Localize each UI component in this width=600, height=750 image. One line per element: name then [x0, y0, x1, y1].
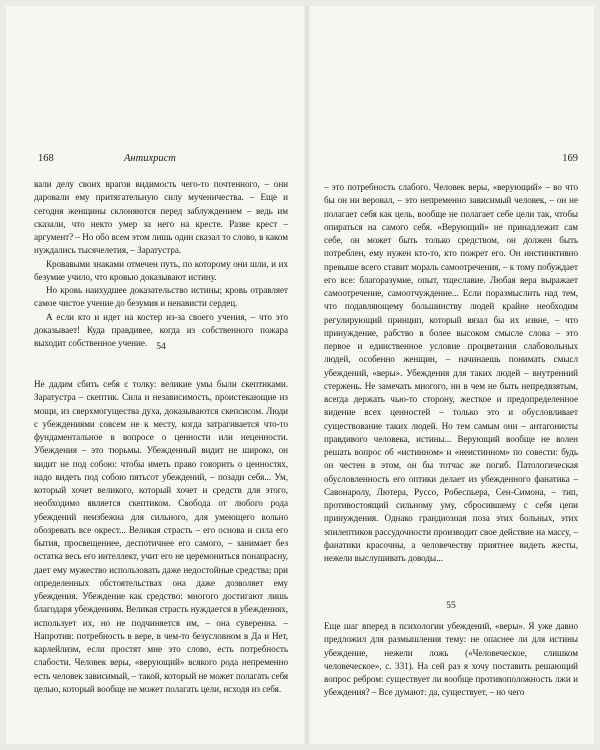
- right-page: [324, 6, 578, 744]
- left-text-block-2: [34, 378, 288, 696]
- paragraph: Но кровь наихудшее доказательство истины; кровь отравляет самое чистое учение до безумия и ненависти сердец.: [34, 285, 288, 309]
- section-number: 55: [446, 601, 456, 611]
- section-number: 54: [156, 342, 166, 352]
- running-title: Антихрист: [124, 153, 176, 164]
- paragraph: А если кто и идет на костер из-за своего учения, – что это доказывает! Куда правдивее, когда из собственного пожара выходит собственное учение.: [34, 311, 288, 348]
- paragraph: Еще шаг вперед в психологии убеждений, «веры». Я уже давно предложил для размышления тему: не опаснее ли для истины убеждение, нежели ложь («Человеческое, слишком человеческое», с. 331). На сей раз я хочу поставить решающий вопрос ребром: существует ли вообще противоположность лжи и убеждения? – Все думают: да, существует, – но чего: [324, 621, 578, 698]
- paragraph: Кровавыми знаками отмечен путь, по которому они шли, и их безумие учило, что кровью доказывают истину.: [34, 258, 288, 282]
- paragraph: Не дадим сбить себя с толку: великие умы были скептиками. Заратустра – скептик. Сила и независимость, проистекающие из мощи, из сверхмогущества духа, доказываются скепсисом. Люди с убеждениями совсем не к месту, когда затрагивается что-то фундаментальное в вопросе о ценности или неценности. Убеждения – это тюрьмы. Убежденный видит не широко, он видит не под собою: чтобы иметь право говорить о ценностях, надо видеть под собою пятьсот убеждений, – позади себя... Ум, который хочет великого, который хочет и средств для этого, необходимо является скептиком. Свобода от любого рода убеждений неизбежна для сильного, для умеющего вольно обозревать все окрест... Великая страсть – его основа и сила его бытия, просвещеннее, деспотичнее его самого, – занимает без остатка весь его интеллект, учит его не церемониться понапрасну, дает ему мужество использовать даже недостойные средства; при определенных обстоятельствах она даже дозволяет ему убеждения. Убеждение как средство: многого достигают лишь благодаря убеждениям. Великая страсть нуждается в убеждениях, использует их, но не подчиняется им, – она суверенна. – Напротив: потребность в вере, в чем-то безусловном в Да и Нет, карлейлизм, если простят мне это слово, есть потребность слабости. Человек веры, «верующий» всякого рода непременно есть человек зависимый, – такой, который не может полагать себя целью, который вообще не может полагать цели, исходя из себя.: [34, 379, 288, 694]
- right-text-block-2: [324, 620, 578, 700]
- running-head-left: [34, 153, 288, 167]
- left-page: [34, 6, 288, 744]
- book-gutter: [303, 6, 311, 744]
- paragraph: – это потребность слабого. Человек веры, «верующий» – во что бы он ни веровал, – это непременно зависимый человек, – он не полагает себя как цель, вообще не полагает себе цели так, чтобы опираться на самого себя. «Верующий» не принадлежит сам себе, он может быть только средством, он должен быть потреблен, ему нужен кто-то, кто пожрет его. Он инстинктивно превыше всего ставит мораль самоотречения, – к тому побуждает его все: благоразумие, опыт, тщеславие. Любая вера выражает самоотречение, самоотчуждение... Если поразмыслить над тем, что подавляющему большинству людей крайне необходим регулирующий принцип, который вязал бы их извне, – что принуждение, рабство в более высоком смысле слова – это первое и единственное условие процветания слабовольных людей, особенно женщин, – начинаешь понимать смысл убеждений, «веры». Убеждения для таких людей – внутренний стержень. Не замечать многого, ни в чем не быть непредвзятым, всегда держать чью-то сторону, жесткое и предопределенное видение всех ценностей – только это и обусловливает существование таких людей. Но тем самым они – антагонисты правдивого человека, истины... Верующий вообще не волен решать вопрос об «истинном» и «неистинном» по совести: будь он честен в этом, он бы тотчас же погиб. Патологическая обусловленность его оптики делает из убежденного фанатика – Савонаролу, Лютера, Руссо, Робеспьера, Сен-Симона, – тип, противостоящий сильному уму, сбросившему с себя цепи принуждения. Однако грандиозная поза этих больных, этих эпилептиков рассудочности производит свое действие на массу, – фанатики красочны, а человечеству приятнее видеть жесты, нежели выслушивать доводы...: [324, 182, 578, 563]
- paragraph: вали делу своих врагов видимость чего-то почтенного, – они даровали ему притягательную силу мученичества. – Еще и сегодня женщины склоняются перед заблуждением – ведь им сказали, что некто умер за него на кресте. Разве крест – аргумент? – Но обо всем этом лишь один сказал то слово, в каком нуждались тысячелетия, – Заратустра.: [34, 179, 288, 256]
- page-number-right: 169: [562, 153, 578, 164]
- running-head-right: [324, 153, 578, 167]
- page-number-left: 168: [38, 153, 54, 164]
- book-spread: [6, 6, 594, 744]
- right-text-block-1: [324, 181, 578, 565]
- left-text-block-1: [34, 178, 288, 350]
